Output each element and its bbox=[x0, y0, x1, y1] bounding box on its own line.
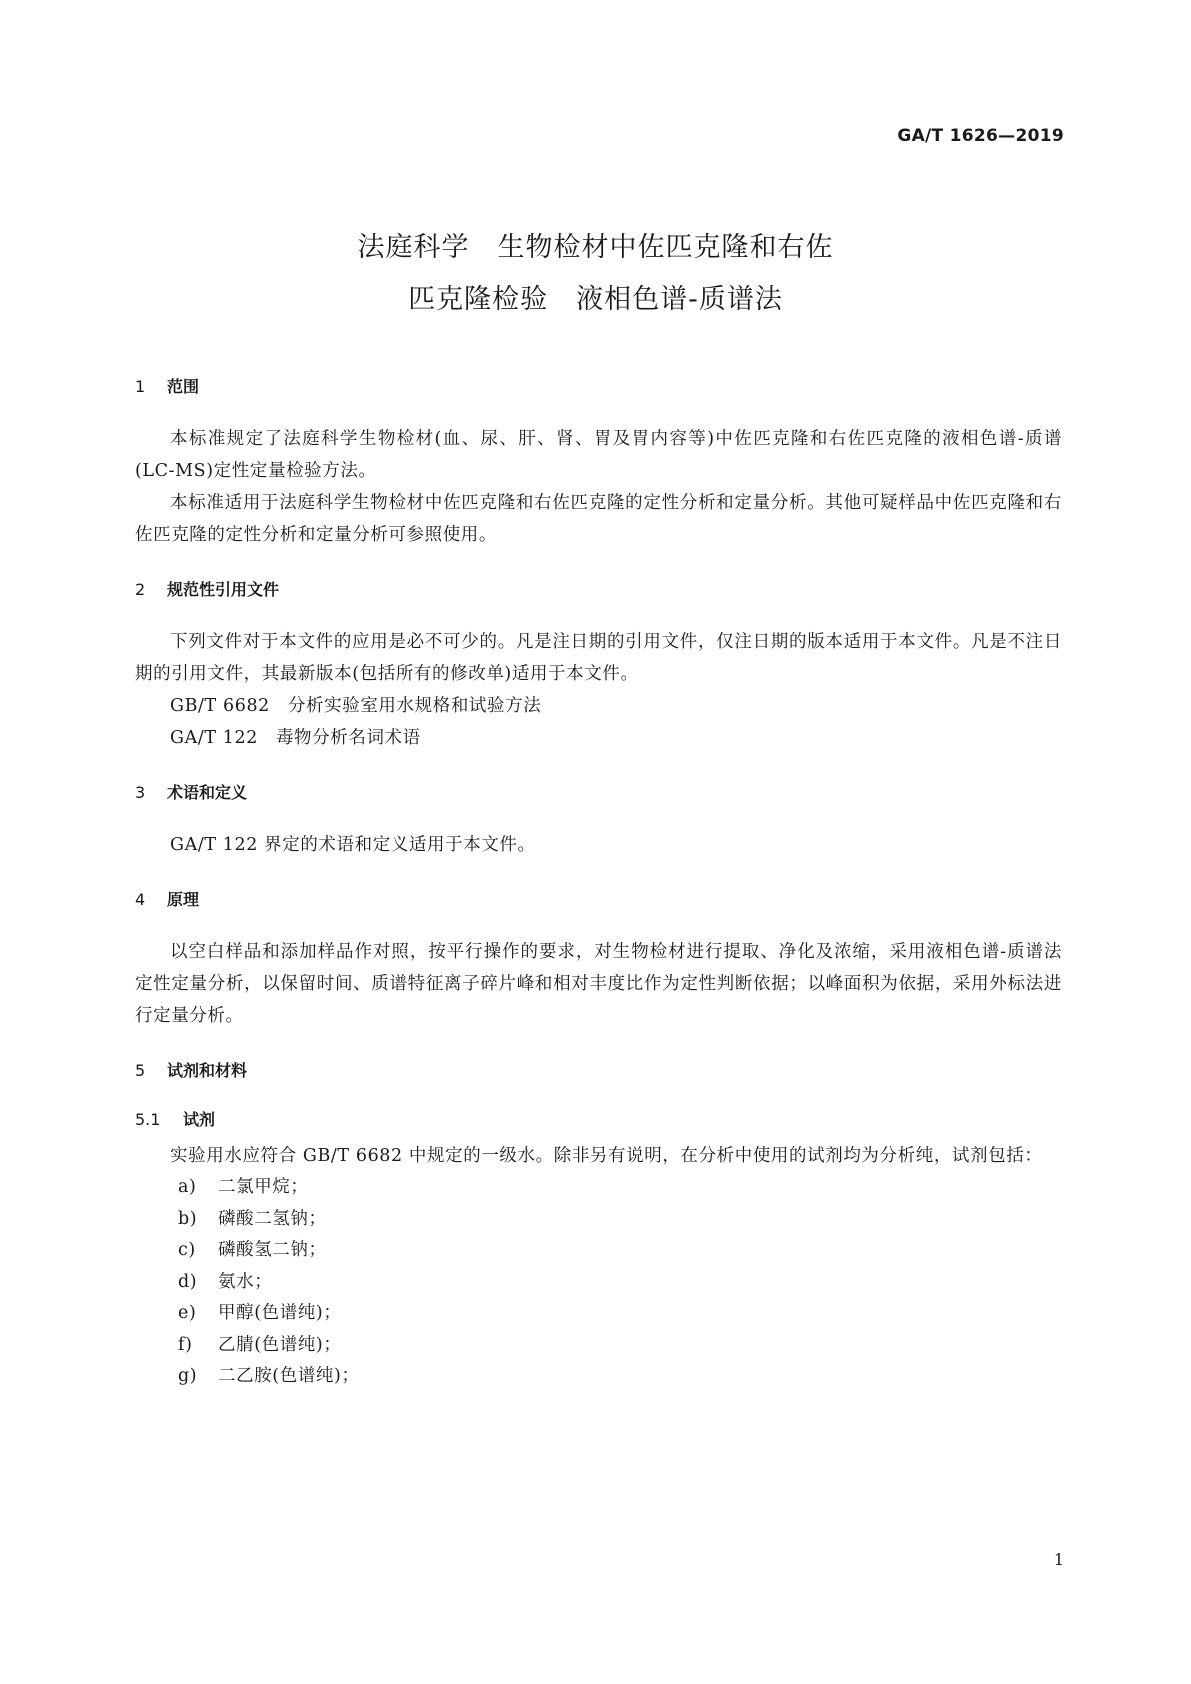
document-body bbox=[135, 374, 1062, 1393]
list-text: 磷酸氢二钠； bbox=[218, 1240, 327, 1260]
list-label: a) bbox=[178, 1177, 197, 1197]
list-text: 磷酸二氢钠； bbox=[218, 1208, 327, 1229]
section-5-1-heading bbox=[135, 1107, 1062, 1130]
reference-name: 毒物分析名词术语 bbox=[275, 728, 421, 748]
list-label: g) bbox=[178, 1366, 198, 1386]
list-text: 氨水； bbox=[218, 1271, 273, 1292]
section-5-heading bbox=[135, 1058, 1062, 1081]
reference-item bbox=[135, 690, 1062, 722]
reference-code: GA/T 122 bbox=[170, 728, 258, 748]
list-item bbox=[135, 1267, 1062, 1299]
section-3-heading bbox=[135, 780, 1062, 803]
list-item bbox=[135, 1361, 1062, 1393]
section-number: 4 bbox=[135, 890, 146, 909]
list-label: f) bbox=[178, 1334, 193, 1355]
list-text: 甲醇(色谱纯)； bbox=[218, 1303, 342, 1323]
list-item bbox=[135, 1235, 1062, 1267]
paragraph: 下列文件对于本文件的应用是必不可少的。凡是注日期的引用文件，仅注日期的版本适用于本文件。凡是不注日期的引用文件，其最新版本(包括所有的修改单)适用于本文件。 bbox=[135, 632, 1062, 684]
list-item bbox=[135, 1172, 1062, 1204]
section-number: 3 bbox=[135, 783, 146, 802]
list-text: 二乙胺(色谱纯)； bbox=[218, 1366, 360, 1386]
list-item bbox=[135, 1204, 1062, 1236]
reagent-list bbox=[135, 1172, 1062, 1393]
section-title: 范围 bbox=[167, 377, 200, 396]
paragraph: 以空白样品和添加样品作对照，按平行操作的要求，对生物检材进行提取、净化及浓缩，采用液相色谱-质谱法定性定量分析，以保留时间、质谱特征离子碎片峰和相对丰度比作为定性判断依据；以峰面积为依据，采用外标法进行定量分析。 bbox=[135, 942, 1062, 1026]
paragraph: 本标准规定了法庭科学生物检材(血、尿、肝、肾、胃及胃内容等)中佐匹克隆和右佐匹克隆的液相色谱-质谱(LC-MS)定性定量检验方法。 bbox=[135, 429, 1062, 481]
section-title: 术语和定义 bbox=[167, 783, 248, 802]
reference-code: GB/T 6682 bbox=[170, 696, 270, 716]
section-title: 规范性引用文件 bbox=[167, 580, 280, 599]
reference-item bbox=[135, 722, 1062, 754]
standard-code: GA/T 1626—2019 bbox=[897, 126, 1064, 146]
section-number: 1 bbox=[135, 377, 146, 396]
title-line-2: 匹克隆检验 液相色谱-质谱法 bbox=[408, 284, 783, 315]
list-label: d) bbox=[178, 1271, 198, 1292]
list-item bbox=[135, 1330, 1062, 1362]
list-item bbox=[135, 1298, 1062, 1330]
section-number: 5 bbox=[135, 1061, 146, 1080]
section-2-heading bbox=[135, 577, 1062, 600]
paragraph: GA/T 122 界定的术语和定义适用于本文件。 bbox=[170, 835, 536, 855]
list-label: e) bbox=[178, 1303, 197, 1323]
section-number: 5.1 bbox=[135, 1110, 161, 1129]
document-title bbox=[0, 222, 1191, 326]
section-1-heading bbox=[135, 374, 1062, 397]
paragraph: 本标准适用于法庭科学生物检材中佐匹克隆和右佐匹克隆的定性分析和定量分析。其他可疑样品中佐匹克隆和右佐匹克隆的定性分析和定量分析可参照使用。 bbox=[135, 493, 1062, 545]
section-title: 原理 bbox=[167, 890, 200, 909]
section-title: 试剂 bbox=[183, 1110, 216, 1129]
page-number: 1 bbox=[1053, 1550, 1064, 1569]
section-number: 2 bbox=[135, 580, 146, 599]
list-label: c) bbox=[178, 1240, 196, 1260]
section-title: 试剂和材料 bbox=[167, 1061, 248, 1080]
reference-name: 分析实验室用水规格和试验方法 bbox=[287, 696, 542, 716]
title-line-1: 法庭科学 生物检材中佐匹克隆和右佐 bbox=[357, 232, 834, 263]
section-4-heading bbox=[135, 887, 1062, 910]
paragraph: 实验用水应符合 GB/T 6682 中规定的一级水。除非另有说明，在分析中使用的试剂均为分析纯，试剂包括： bbox=[170, 1146, 1043, 1166]
list-text: 二氯甲烷； bbox=[218, 1177, 309, 1197]
list-text: 乙腈(色谱纯)； bbox=[218, 1334, 342, 1355]
list-label: b) bbox=[178, 1208, 198, 1229]
